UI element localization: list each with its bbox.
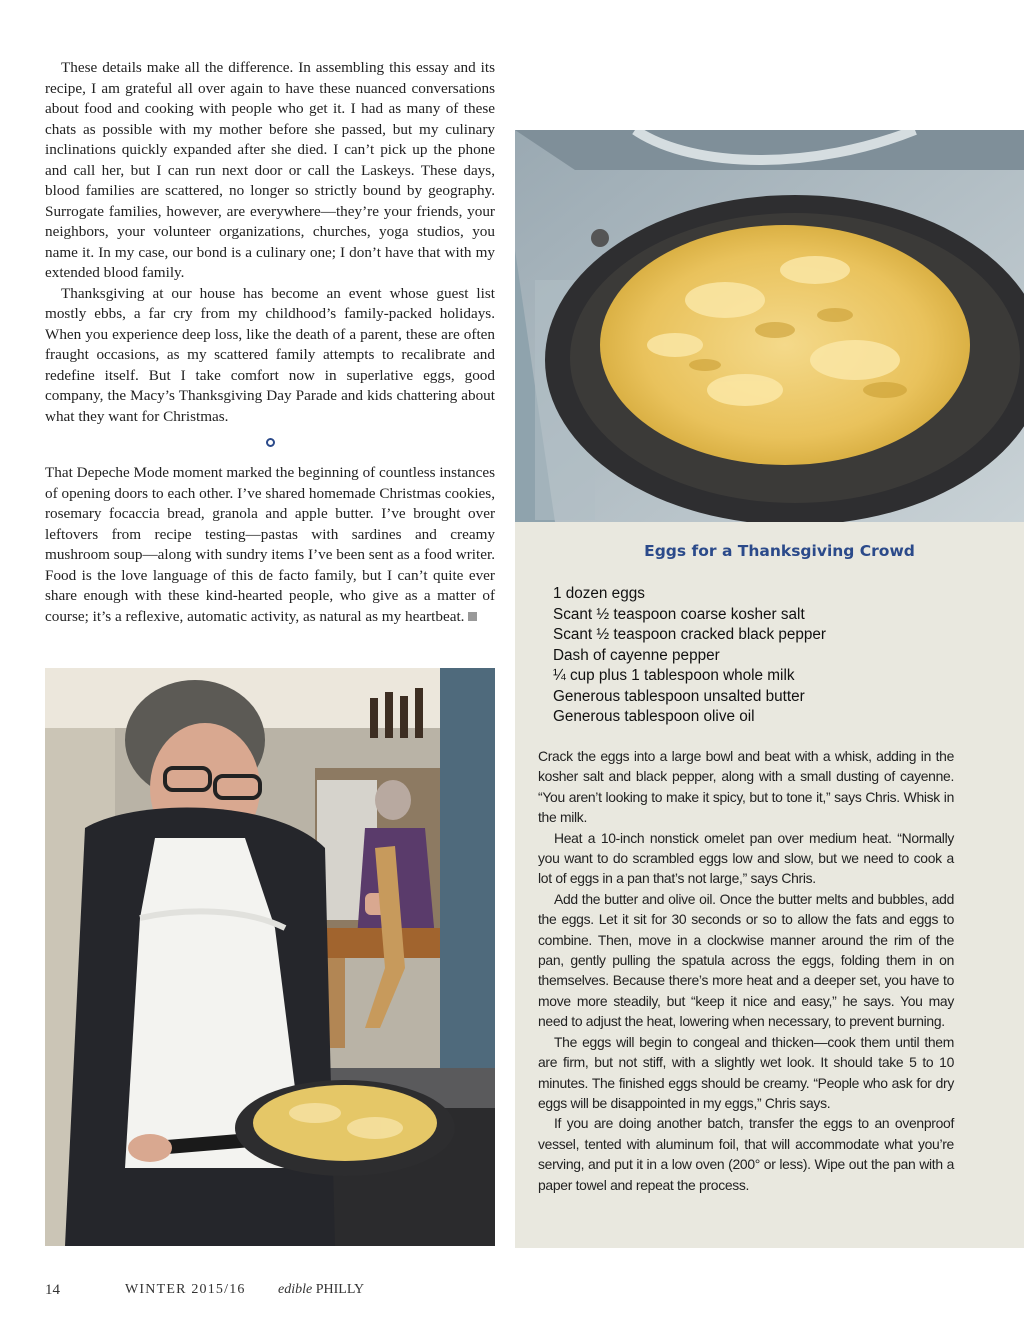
- circle-ornament-icon: [266, 438, 275, 447]
- method-step: Heat a 10-inch nonstick omelet pan over medium heat. “Normally you want to do scrambled eggs low and slow, but we need to cook a lot of eggs in a pan that’s not large,” says Chris.: [538, 829, 954, 887]
- essay-paragraph-1: These details make all the difference. In assembling this essay and its recipe, I am grateful all over again to have these nuanced conversations about food and cooking with people who get it. I had as many of these chats as possible with my mother before she passed, but my culinary inclinations quickly expanded after she died. I can’t pick up the phone and call her, but I can run next door or call the Laskeys. These days, blood families are scattered, no longer so strictly bound by geography. Surrogate families, however, are everywhere—they’re your friends, your neighbors, your volunteer organizations, churches, yoga studios, you name it. In my case, our bond is a culinary one; I don’t have that with my extended blood family.: [45, 59, 495, 281]
- scrambled-eggs-pan-photo: [515, 130, 1024, 522]
- magazine-name-city: PHILLY: [315, 1282, 365, 1297]
- magazine-name: [278, 1282, 364, 1298]
- method-step: Crack the eggs into a large bowl and beat with a whisk, adding in the kosher salt and black pepper, along with a small dusting of cayenne. “You aren’t looking to make it spicy, but to tone it,” says Chris. Whisk in the milk.: [538, 748, 954, 826]
- ingredient-list: [553, 584, 826, 728]
- ingredient-item: Generous tablespoon olive oil: [553, 708, 755, 725]
- recipe-title: Eggs for a Thanksgiving Crowd: [644, 542, 915, 560]
- ingredient-item: 1 dozen eggs: [553, 585, 645, 602]
- method-step: If you are doing another batch, transfer the eggs to an ovenproof vessel, tented with aluminum foil, that will accommodate what you’re serving, and put it in a low oven (200° or less). Wipe out the pan with a paper towel and repeat the process.: [538, 1115, 954, 1193]
- essay-column: [45, 58, 495, 627]
- square-end-icon: [468, 612, 477, 621]
- cook-photo-illustration: [45, 668, 495, 1246]
- chef-cooking-photo: [45, 668, 495, 1246]
- essay-paragraph-3: [45, 463, 495, 627]
- issue-label: WINTER 2015/16: [125, 1282, 246, 1297]
- section-break-ornament: [45, 433, 495, 453]
- recipe-panel: [515, 522, 1024, 1248]
- magazine-name-italic: edible: [278, 1282, 313, 1297]
- pan-photo-illustration: [515, 130, 1024, 522]
- page-number: 14: [45, 1282, 60, 1298]
- ingredient-item: Generous tablespoon unsalted butter: [553, 687, 805, 705]
- essay-paragraph-3-text: That Depeche Mode moment marked the beginning of countless instances of opening doors to each other. I’ve shared homemade Christmas cookies, rosemary focaccia bread, granola and apple butter. I’ve brought over leftovers from recipe testing—pastas with sardines and creamy mushroom soup—along with sundry items I’ve been sent as a food writer. Food is the love language of this de facto family, but I can’t quite ever share enough with these kind-hearted people, who give as a matter of course; it’s a reflexive, automatic activity, as natural as my heartbeat.: [45, 464, 496, 625]
- recipe-method: [538, 746, 954, 1195]
- ingredient-item: Scant ½ teaspoon coarse kosher salt: [553, 605, 805, 623]
- ingredient-item: Dash of cayenne pepper: [553, 646, 720, 664]
- method-step: Add the butter and olive oil. Once the butter melts and bubbles, add the eggs. Let it sit for 30 seconds or so to allow the fats and eggs to combine. Then, move in a clockwise manner around the rim of the pan, gently pulling the spatula across the eggs, folding them in on themselves. Because there’s more heat and a deeper set, you have to move more steadily, but “keep it nice and easy,” he says. You may need to adjust the heat, lowering when necessary, to prevent burning.: [538, 890, 954, 1030]
- ingredient-item: Scant ½ teaspoon cracked black pepper: [553, 626, 826, 643]
- essay-paragraph-2: Thanksgiving at our house has become an event whose guest list mostly ebbs, a far cry from my childhood’s family-packed holidays. When you experience deep loss, like the death of a parent, these are often fraught occasions, as my scattered family attempts to recalibrate and redefine itself. But I take comfort now in superlative eggs, good company, the Macy’s Thanksgiving Day Parade and kids chattering about what they want for Christmas.: [45, 284, 495, 425]
- method-step: The eggs will begin to congeal and thicken—cook them until them are firm, but not stiff, with a slightly wet look. It should take 5 to 10 minutes. The finished eggs should be creamy. “People who ask for dry eggs will be disappointed in my eggs,” Chris says.: [538, 1033, 954, 1111]
- ingredient-item: ¼ cup plus 1 tablespoon whole milk: [553, 667, 795, 684]
